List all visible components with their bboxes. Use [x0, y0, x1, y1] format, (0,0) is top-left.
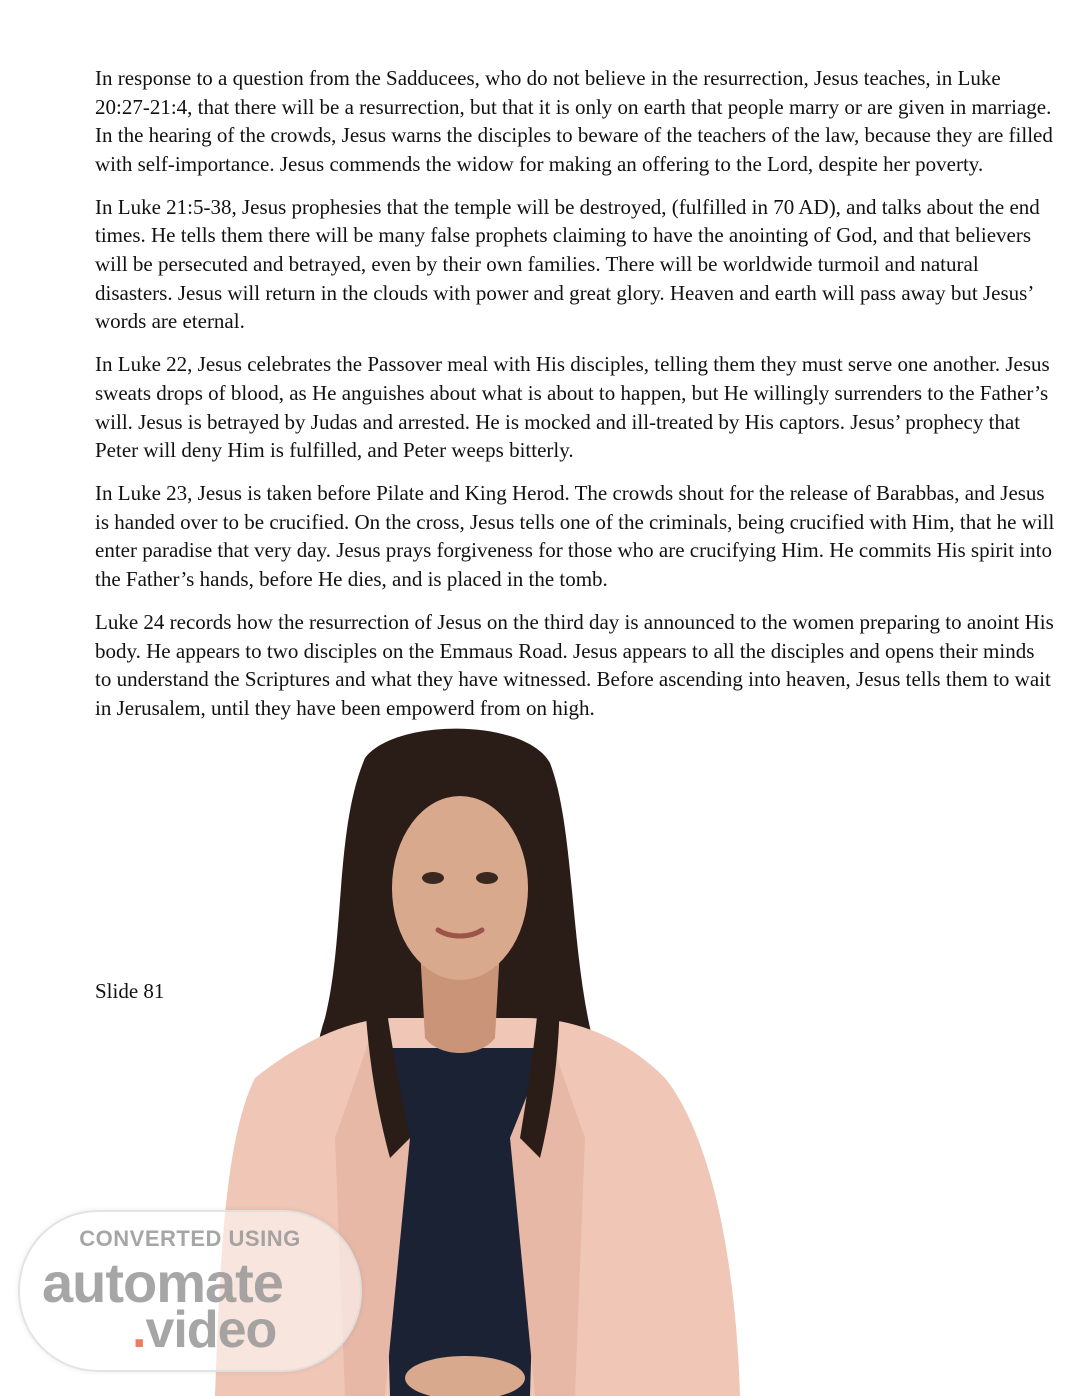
- slide-label: Slide 81: [95, 979, 165, 1003]
- paragraph: In response to a question from the Sadducees, who do not believe in the resurrection, Jesus teaches, in Luke 20:27-21:4, that there will be a resurrection, but that it is only on earth that people marry or are given in marriage. In the hearing of the crowds, Jesus warns the disciples to beware of the teachers of the law, because they are filled with self-importance. Jesus commends the widow for making an offering to the Lord, despite her poverty.: [95, 66, 1053, 176]
- watermark-badge: [18, 1210, 362, 1372]
- paragraph: Luke 24 records how the resurrection of Jesus on the third day is announced to the women preparing to anoint His body. He appears to two disciples on the Emmaus Road. Jesus appears to all the disciples and opens their minds to understand the Scriptures and what they have witnessed. Before ascending into heaven, Jesus tells them to wait in Jerusalem, until they have been empowerd from on high.: [95, 610, 1054, 720]
- paragraph: In Luke 23, Jesus is taken before Pilate and King Herod. The crowds shout for the release of Barabbas, and Jesus is handed over to be crucified. On the cross, Jesus tells one of the criminals, being crucified with Him, that he will enter paradise that very day. Jesus prays forgiveness for those who are crucifying Him. He commits His spirit into the Father’s hands, before He dies, and is placed in the tomb.: [95, 481, 1055, 591]
- watermark-converted-text: CONVERTED USING: [79, 1226, 301, 1251]
- paragraph: In Luke 21:5-38, Jesus prophesies that the temple will be destroyed, (fulfilled in 70 AD), and talks about the end times. He tells them there will be many false prophets claiming to have the anointing of God, and that believers will be persecuted and betrayed, even by their own families. There will be worldwide turmoil and natural disasters. Jesus will return in the clouds with power and great glory. Heaven and earth will pass away but Jesus’ words are eternal.: [95, 194, 1040, 334]
- watermark-video-text: video: [145, 1301, 277, 1359]
- document-body: [95, 64, 1055, 737]
- watermark-dot: .: [132, 1301, 146, 1359]
- watermark-brand-text: automate: [42, 1251, 283, 1314]
- paragraph: In Luke 22, Jesus celebrates the Passover meal with His disciples, telling them they must serve one another. Jesus sweats drops of blood, as He anguishes about what is about to happen, but He willingly surrenders to the Father’s will. Jesus is betrayed by Judas and arrested. He is mocked and ill-treated by His captors. Jesus’ prophecy that Peter will deny Him is fulfilled, and Peter weeps bitterly.: [95, 352, 1050, 463]
- watermark-brand-suffix: [132, 1300, 276, 1360]
